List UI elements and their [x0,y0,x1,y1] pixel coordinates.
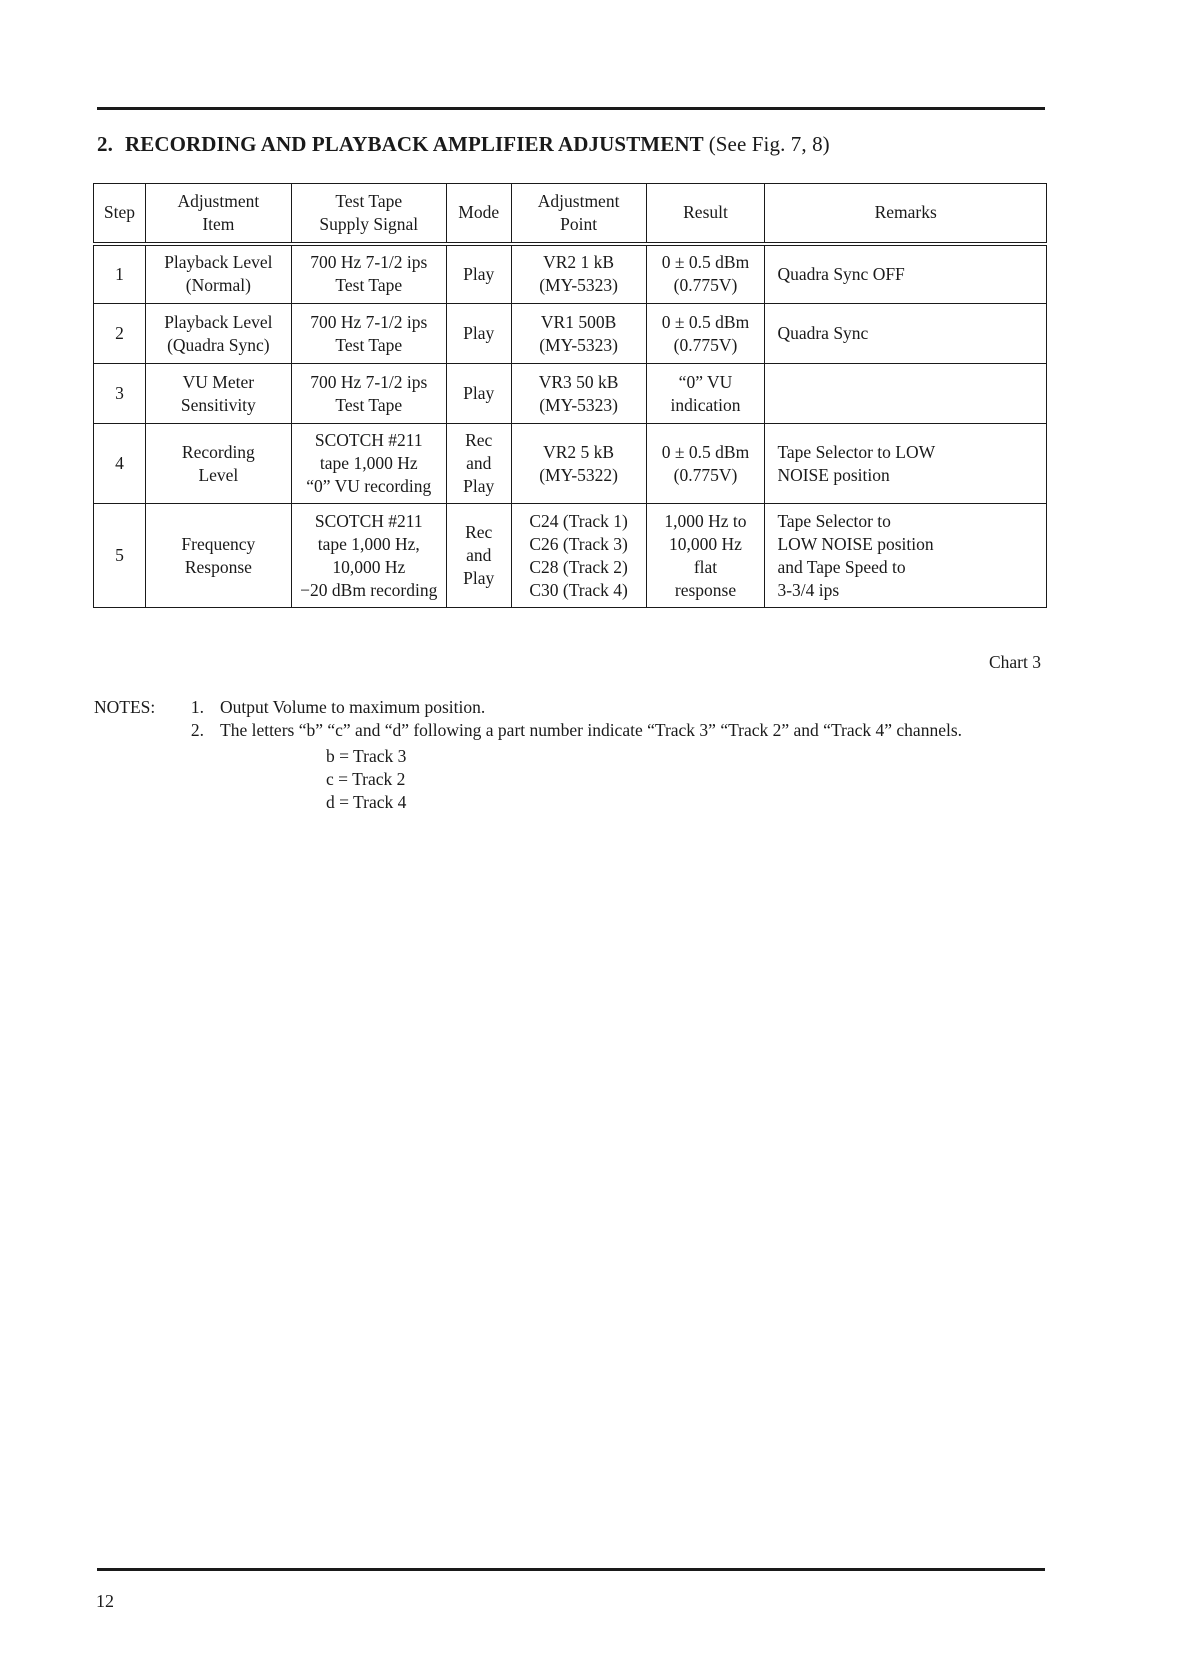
cell-line: Quadra Sync OFF [777,263,905,284]
result-cell [646,244,765,304]
mode-cell [446,504,511,608]
table-body [94,244,1047,608]
cell-line: 1,000 Hz to [664,510,747,531]
cell-line: Test Tape [335,394,403,415]
cell-line: Play [463,383,495,403]
cell-line: (0.775V) [673,275,738,296]
cell-line: Play [463,323,495,343]
cell-line: 10,000 Hz [332,556,406,577]
cell-line: C24 (Track 1) [529,510,628,531]
cell-line: (MY-5323) [539,334,618,355]
point-cell [511,364,646,424]
step-cell: 3 [94,364,146,424]
result-cell [646,364,765,424]
cell-line: LOW NOISE position [777,533,934,554]
page-number: 12 [96,1591,114,1611]
cell-line: Test Tape [335,334,403,355]
cell-line: SCOTCH #211 [314,510,423,531]
bottom-rule [97,1568,1045,1571]
notes-label: NOTES: [94,697,156,717]
result-cell [646,304,765,364]
cell-line: Adjustment [177,190,260,211]
cell-line: C28 (Track 2) [529,556,628,577]
item-cell [145,244,291,304]
item-cell [145,304,291,364]
cell-line: 0 ± 0.5 dBm [661,311,750,332]
header-cell [765,184,1047,244]
header-cell [446,184,511,244]
cell-line: (MY-5323) [539,394,618,415]
note-number: 1. [190,697,204,717]
cell-line: Point [560,213,598,234]
cell-line: Result [683,202,728,223]
cell-line: Level [198,464,239,485]
cell-line: Recording [181,441,255,462]
item-cell [145,364,291,424]
cell-line: Rec [465,522,493,542]
header-cell [145,184,291,244]
cell-line: −20 dBm recording [300,579,438,600]
cell-line: Mode [458,202,500,223]
cell-line: Sensitivity [180,394,256,415]
cell-line: (MY-5323) [539,275,618,296]
signal-cell [291,244,446,304]
cell-line: Tape Selector to [777,510,891,531]
top-rule [97,107,1045,110]
cell-line: VR2 5 kB [543,441,615,462]
cell-line: 700 Hz 7-1/2 ips [310,371,428,392]
mode-cell [446,424,511,504]
cell-line: Test Tape [335,275,403,296]
mode-cell [446,244,511,304]
cell-line: Play [463,476,495,496]
cell-line: C26 (Track 3) [529,533,628,554]
cell-line: Frequency [181,533,256,554]
mode-cell [446,304,511,364]
cell-line: tape 1,000 Hz [319,453,418,473]
header-cell [646,184,765,244]
cell-line: and [466,545,492,565]
step-cell: 5 [94,504,146,608]
cell-line: indication [670,394,741,415]
item-cell [145,504,291,608]
signal-cell [291,424,446,504]
cell-line: NOISE position [777,464,890,485]
note-item [94,696,1050,719]
cell-line: response [674,579,737,600]
remarks-cell [765,424,1047,504]
section-title: RECORDING AND PLAYBACK AMPLIFIER ADJUSTMENT [124,132,704,156]
note-text: Output Volume to maximum position. [220,697,486,717]
figure-reference: (See Fig. 7, 8) [708,132,830,156]
cell-line: (Normal) [185,275,251,296]
item-cell [145,424,291,504]
table-row [94,244,1047,304]
cell-line: Test Tape [335,190,403,211]
header-cell [291,184,446,244]
section-number: 2. [97,132,113,156]
adjustment-table [93,183,1047,608]
cell-line: Supply Signal [319,213,419,234]
cell-line: Playback Level [164,311,273,332]
cell-line: and [466,453,492,473]
point-cell [511,244,646,304]
cell-line: 700 Hz 7-1/2 ips [310,311,428,332]
step-cell: 4 [94,424,146,504]
cell-line: 0 ± 0.5 dBm [661,252,750,273]
point-cell [511,304,646,364]
cell-line: (0.775V) [673,464,738,485]
cell-line: Response [184,556,252,577]
header-cell [511,184,646,244]
cell-line: Adjustment [537,190,620,211]
cell-line: and Tape Speed to [777,556,906,577]
table-row [94,504,1047,608]
mapping-line: d = Track 4 [326,792,407,812]
cell-line: Tape Selector to LOW [777,441,936,462]
note-item [94,719,1050,742]
cell-line: SCOTCH #211 [314,430,423,450]
cell-line: “0” VU recording [306,476,432,496]
track-mapping [326,745,1050,814]
signal-cell [291,364,446,424]
cell-line: flat [693,556,718,577]
cell-line: Item [202,213,235,234]
cell-line: 10,000 Hz [669,533,742,554]
remarks-cell [765,304,1047,364]
cell-line: 0 ± 0.5 dBm [661,441,750,462]
cell-line: (Quadra Sync) [167,334,270,355]
cell-line: Play [463,568,495,588]
cell-line: Remarks [874,202,937,223]
remarks-cell [765,244,1047,304]
table-row [94,304,1047,364]
note-number: 2. [190,720,204,740]
signal-cell [291,504,446,608]
cell-line: tape 1,000 Hz, [317,533,420,554]
step-cell: 1 [94,244,146,304]
cell-line: VR3 50 kB [538,371,619,392]
cell-line: VR2 1 kB [543,252,615,273]
cell-line: (0.775V) [673,334,738,355]
cell-line: 700 Hz 7-1/2 ips [310,252,428,273]
cell-line: (MY-5322) [539,464,618,485]
cell-line: VU Meter [182,371,255,392]
mode-cell [446,364,511,424]
note-text: The letters “b” “c” and “d” following a part number indicate “Track 3” “Track 2” and “Track 4” channels. [220,720,963,740]
table-header-row [94,184,1047,244]
mapping-line: b = Track 3 [326,746,407,766]
cell-line: Rec [465,430,493,450]
table-row [94,424,1047,504]
result-cell [646,504,765,608]
result-cell [646,424,765,504]
header-cell [94,184,146,244]
cell-line: C30 (Track 4) [529,579,628,600]
remarks-cell [765,364,1047,424]
signal-cell [291,304,446,364]
mapping-line: c = Track 2 [326,769,406,789]
cell-line: Playback Level [164,252,273,273]
cell-line: “0” VU [678,371,733,392]
table-row [94,364,1047,424]
point-cell [511,504,646,608]
step-cell: 2 [94,304,146,364]
notes [94,696,1050,814]
remarks-cell [765,504,1047,608]
section-heading [97,132,830,157]
cell-line: Step [103,202,136,223]
cell-line: VR1 500B [540,311,617,332]
chart-label: Chart 3 [988,652,1041,672]
cell-line: Play [463,263,495,284]
point-cell [511,424,646,504]
cell-line: Quadra Sync [777,323,869,343]
cell-line: 3-3/4 ips [777,579,840,600]
